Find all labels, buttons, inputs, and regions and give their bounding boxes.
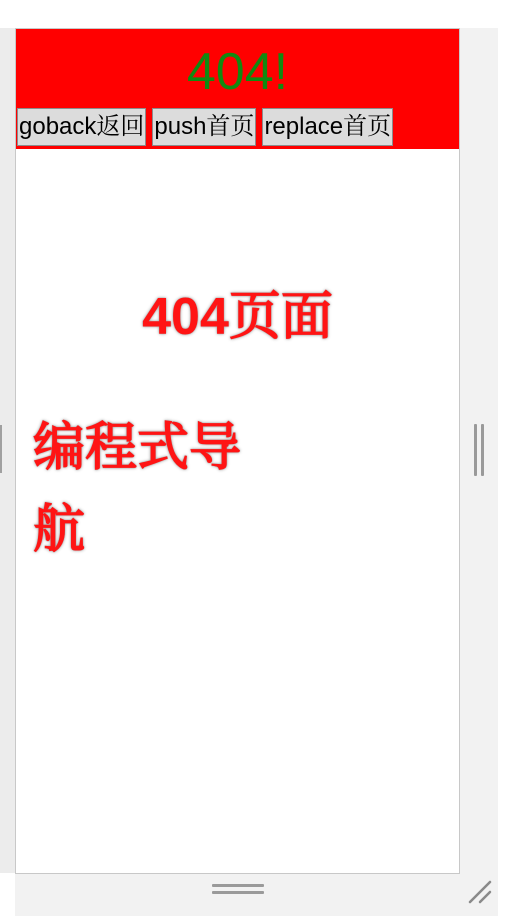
- goback-button[interactable]: goback返回: [17, 108, 146, 146]
- bottom-resize-handle[interactable]: [212, 884, 264, 898]
- app-header: [16, 29, 459, 149]
- header-title: 404!: [186, 43, 289, 101]
- bottom-handle-bar: [212, 891, 264, 894]
- bottom-handle-bar: [212, 884, 264, 887]
- right-handle-bar: [481, 424, 484, 476]
- app-viewport: [15, 28, 460, 874]
- replace-home-button[interactable]: replace首页: [262, 108, 393, 146]
- resize-corner-icon[interactable]: [466, 878, 492, 904]
- sub-heading: 编程式导航: [33, 419, 242, 559]
- page-heading: 404页面: [142, 288, 333, 346]
- right-handle-bar: [474, 424, 477, 476]
- push-home-button[interactable]: push首页: [152, 108, 256, 146]
- page-content: [16, 149, 459, 873]
- left-gutter: [0, 28, 15, 873]
- nav-bar: [16, 107, 459, 147]
- left-resize-handle[interactable]: [0, 425, 2, 473]
- right-resize-handle[interactable]: [473, 424, 485, 476]
